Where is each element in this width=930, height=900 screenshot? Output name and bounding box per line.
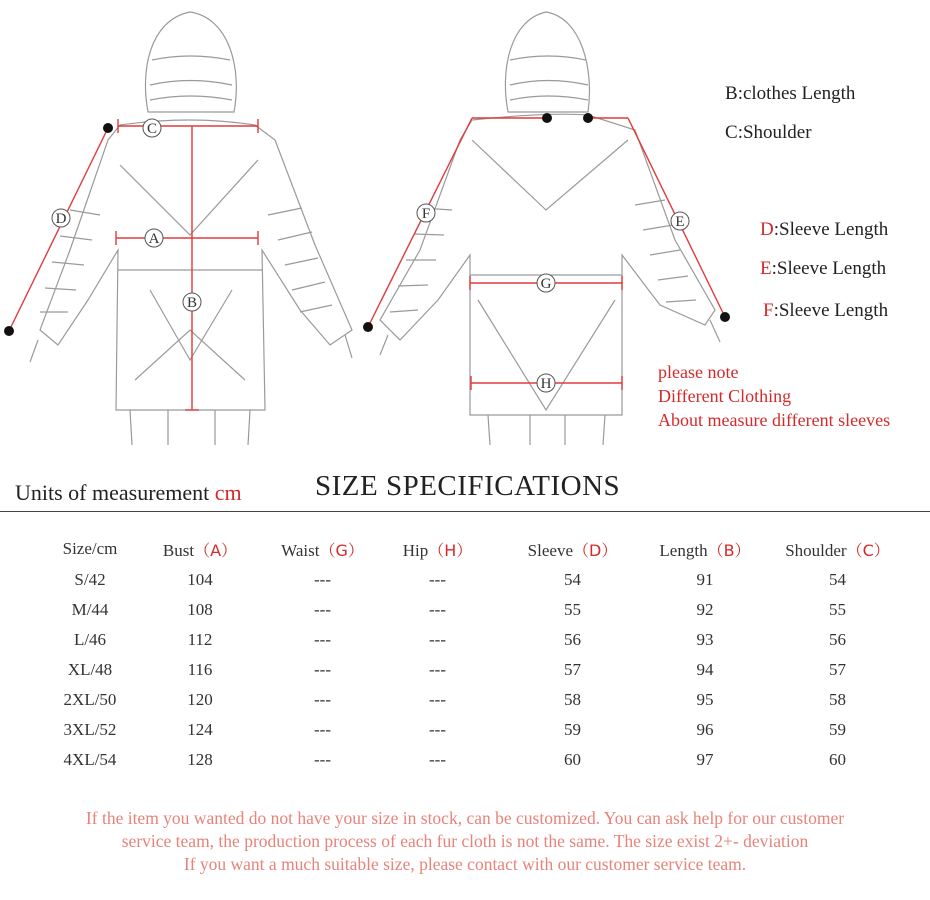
units-unit: cm (214, 480, 242, 505)
cell-hip: --- (429, 720, 446, 739)
footer-note (15, 807, 915, 876)
table-row (45, 715, 915, 745)
cell-waist: --- (314, 600, 331, 619)
cell-shoulder: 54 (829, 570, 846, 589)
legend-d-key: D (760, 219, 774, 240)
legend-e-key: E (760, 258, 772, 279)
header-bust: Bust（A） (162, 540, 238, 560)
cell-sleeve: 59 (564, 720, 581, 739)
cell-bust: 108 (187, 600, 213, 619)
units-label: Units of measurement (15, 480, 210, 505)
cell-bust: 112 (187, 630, 213, 649)
cell-hip: --- (429, 570, 446, 589)
table-row (45, 685, 915, 715)
cell-bust: 104 (187, 570, 213, 589)
cell-waist: --- (314, 690, 331, 709)
footer-line-1: If the item you wanted do not have your size in stock, can be customized. You can ask help for our customer (85, 808, 845, 828)
legend-e (760, 258, 886, 280)
cell-hip: --- (429, 630, 446, 649)
cell-hip: --- (429, 750, 446, 769)
cell-shoulder: 58 (829, 690, 846, 709)
title-divider (0, 511, 930, 512)
cell-size: 4XL/54 (63, 750, 117, 769)
legend-b (725, 83, 855, 105)
header-waist: Waist（G） (281, 540, 364, 560)
legend-d-text: :Sleeve Length (773, 219, 889, 240)
cell-length: 94 (696, 660, 714, 679)
cell-size: 2XL/50 (63, 690, 117, 709)
cell-bust: 124 (187, 720, 213, 739)
cell-waist: --- (314, 750, 331, 769)
cell-waist: --- (314, 720, 331, 739)
table-row (45, 625, 915, 655)
cell-length: 92 (696, 600, 714, 619)
table-row (45, 565, 915, 595)
legend-b-key: B (725, 83, 738, 104)
units-of-measurement (15, 480, 242, 506)
legend-c-text: :Shoulder (737, 122, 812, 143)
cell-size: XL/48 (67, 660, 113, 679)
cell-hip: --- (429, 600, 446, 619)
cell-bust: 128 (187, 750, 213, 769)
table-row (45, 595, 915, 625)
cell-sleeve: 58 (564, 690, 581, 709)
cell-size: M/44 (71, 600, 109, 619)
label-b: B (186, 295, 198, 311)
cell-waist: --- (314, 660, 331, 679)
cell-bust: 120 (187, 690, 213, 709)
header-hip: Hip（H） (402, 540, 473, 560)
legend-c (725, 122, 812, 144)
label-c-front: C (146, 121, 158, 137)
header-length: Length（B） (659, 540, 751, 560)
cell-size: L/46 (73, 630, 107, 649)
cell-shoulder: 55 (829, 600, 846, 619)
label-f: F (421, 206, 431, 222)
label-h: H (540, 376, 552, 392)
cell-bust: 116 (187, 660, 213, 679)
footer-line-2: service team, the production process of each fur cloth is not the same. The size exist 2+- deviation (121, 831, 809, 851)
label-d: D (55, 211, 67, 227)
cell-sleeve: 54 (564, 570, 581, 589)
cell-length: 91 (696, 570, 714, 589)
cell-hip: --- (429, 690, 446, 709)
legend-e-text: :Sleeve Length (771, 258, 887, 279)
legend-d (760, 219, 888, 241)
cell-shoulder: 57 (829, 660, 846, 679)
cell-size: 3XL/52 (63, 720, 117, 739)
page-title: SIZE SPECIFICATIONS (315, 470, 621, 502)
size-table (45, 533, 915, 775)
cell-length: 93 (696, 630, 714, 649)
cell-size: S/42 (74, 570, 106, 589)
label-g: G (540, 276, 552, 292)
cell-hip: --- (429, 660, 446, 679)
header-size: Size/cm (62, 539, 118, 558)
cell-length: 95 (696, 690, 714, 709)
legend-f-key: F (763, 300, 774, 321)
header-shoulder: Shoulder（C） (785, 540, 890, 560)
legend-c-key: C (725, 122, 738, 143)
cell-length: 97 (696, 750, 714, 769)
cell-sleeve: 57 (564, 660, 581, 679)
cell-sleeve: 56 (564, 630, 581, 649)
note-line-3: About measure different sleeves (658, 410, 891, 430)
cell-waist: --- (314, 570, 331, 589)
note-line-1: please note (658, 362, 739, 382)
table-row (45, 745, 915, 775)
legend-f (763, 300, 888, 322)
cell-sleeve: 55 (564, 600, 581, 619)
cell-shoulder: 56 (829, 630, 846, 649)
table-header-row (45, 533, 915, 565)
table-row (45, 655, 915, 685)
coat-front-sketch (0, 0, 370, 450)
legend-f-text: :Sleeve Length (773, 300, 889, 321)
cell-shoulder: 59 (829, 720, 846, 739)
cell-length: 96 (696, 720, 714, 739)
label-e: E (675, 214, 685, 230)
cell-shoulder: 60 (829, 750, 846, 769)
note-line-2: Different Clothing (658, 386, 792, 406)
header-sleeve: Sleeve（D） (527, 540, 618, 560)
label-a: A (148, 231, 160, 247)
cell-sleeve: 60 (564, 750, 581, 769)
cell-waist: --- (314, 630, 331, 649)
legend-b-text: :clothes Length (737, 83, 856, 104)
footer-line-3: If you want a much suitable size, please contact with our customer service team. (183, 854, 747, 874)
